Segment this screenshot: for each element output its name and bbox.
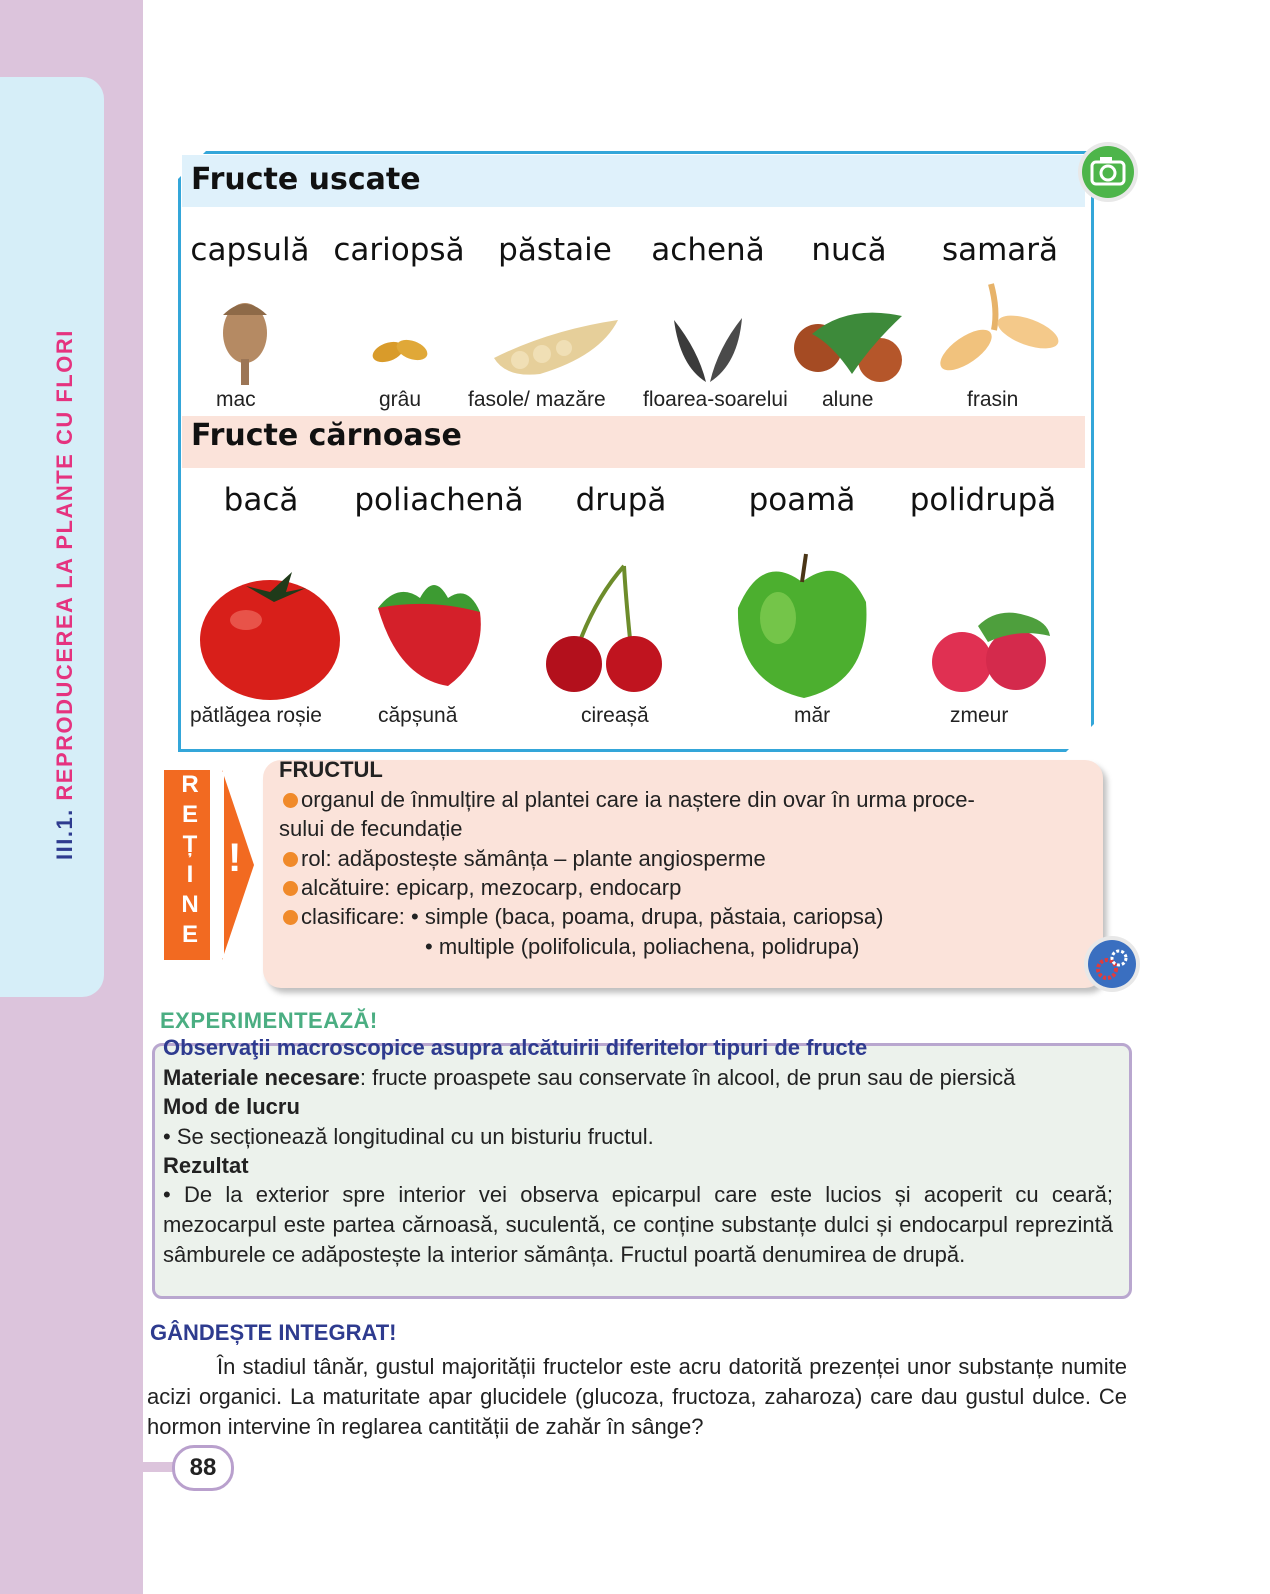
result-label: Rezultat <box>163 1153 249 1178</box>
hazelnut-image <box>792 304 907 386</box>
fruit-type-cariopsa: cariopsă <box>333 232 465 268</box>
bullet-smiley-icon <box>283 910 298 925</box>
fruit-type-samara: samară <box>941 232 1059 268</box>
materials-text: : fructe proaspete sau conservate în alcool, de prun sau de piersică <box>359 1065 1016 1090</box>
retine-line-1b: sului de fecundație <box>279 816 463 841</box>
fruit-type-drupa: drupă <box>575 482 667 518</box>
plant-mar: măr <box>794 704 831 727</box>
fruit-type-capsula: capsulă <box>190 232 310 268</box>
plant-patlagea-rosie: pătlăgea roșie <box>190 704 322 727</box>
plant-fasole-mazare: fasole/ mazăre <box>468 388 606 411</box>
fruit-type-poama: poamă <box>748 482 856 518</box>
retine-line-2 <box>283 846 766 872</box>
retine-line-4-text: clasificare: • simple (baca, poama, drupa, păstaia, cariopsa) <box>301 904 884 929</box>
retine-line-5: • multiple (polifolicula, poliachena, polidrupa) <box>425 934 860 959</box>
materials-label: Materiale necesare <box>163 1065 360 1090</box>
plant-zmeur: zmeur <box>950 704 1009 727</box>
apple-image <box>732 552 872 700</box>
camera-icon <box>1076 140 1140 204</box>
retine-letter: I <box>186 861 194 888</box>
experiment-heading: EXPERIMENTEAZĂ! <box>160 1008 378 1033</box>
bean-pod-image <box>490 316 622 378</box>
result-text: • De la exterior spre interior vei observa epicarpul care este lucios și acoperit cu ceară; mezocarpul este partea cărnoasă, suculentă, ce conține substanțe dulci și endocarpul reprezintă sâmburele ce adăpostește la interior sămânța. Fructul poartă denumirea de drupă. <box>163 1182 1113 1267</box>
plant-floarea-soarelui: floarea-soarelui <box>643 388 788 411</box>
retine-letter: N <box>181 891 199 918</box>
plant-frasin: frasin <box>967 388 1019 411</box>
bullet-smiley-icon <box>283 852 298 867</box>
raspberry-image <box>928 606 1053 696</box>
chapter-number: III.1. <box>52 808 77 860</box>
dry-fruits-heading: Fructe uscate <box>191 162 421 197</box>
retine-line-3-text: alcătuire: epicarp, mezocarp, endocarp <box>301 875 682 900</box>
retine-letter: Ț <box>182 831 198 858</box>
page-number-strip <box>140 1462 176 1472</box>
fleshy-fruits-heading: Fructe cărnoase <box>191 418 462 453</box>
experiment-title: Observaţii macroscopice asupra alcătuirii diferitelor tipuri de fructe <box>163 1035 868 1060</box>
wheat-grain-image <box>368 330 436 372</box>
plant-alune: alune <box>822 388 874 411</box>
retine-line-1 <box>283 787 975 813</box>
ash-samara-image <box>936 280 1061 385</box>
strawberry-image <box>368 568 490 690</box>
fruit-type-polidrupa: polidrupă <box>909 482 1057 518</box>
chapter-title: REPRODUCEREA LA PLANTE CU FLORI <box>52 329 77 801</box>
tomato-image <box>196 562 346 702</box>
retine-title: FRUCTUL <box>279 757 383 782</box>
plant-cireasa: cireașă <box>581 704 649 727</box>
method-label: Mod de lucru <box>163 1094 300 1119</box>
exclamation-mark: ! <box>228 836 242 880</box>
method-text: • Se secționează longitudinal cu un bisturiu fructul. <box>163 1124 654 1149</box>
bullet-smiley-icon <box>283 793 298 808</box>
poppy-capsule-image <box>215 295 275 390</box>
fruit-type-nuca: nucă <box>811 232 887 268</box>
fruit-type-pastaie: păstaie <box>498 232 612 268</box>
retine-line-3 <box>283 875 681 901</box>
retine-line-2-text: rol: adăpostește sămânța – plante angiosperme <box>301 846 766 871</box>
experiment-materials <box>163 1065 1015 1091</box>
think-heading: GÂNDEȘTE INTEGRAT! <box>150 1320 397 1345</box>
retine-letter: R <box>181 771 199 798</box>
retine-letter: E <box>181 801 198 828</box>
sunflower-achene-image <box>668 310 748 384</box>
plant-capsuna: căpșună <box>378 704 458 727</box>
retine-line-1-text: organul de înmulțire al plantei care ia naștere din ovar în urma proce- <box>301 787 975 812</box>
page-number: 88 <box>172 1445 234 1491</box>
fruit-type-achena: achenă <box>651 232 765 268</box>
think-paragraph: În stadiul tânăr, gustul majorității fructelor este acru datorită prezenței unor substanțe numite acizi organici. La maturitate apar glucidele (glucoza, fructoza, zaharoza) care dau gustul dulce. Ce hormon intervine în reglarea cantității de zahăr în sânge? <box>147 1354 1127 1439</box>
plant-grau: grâu <box>379 388 422 411</box>
fruit-type-poliachena: poliachenă <box>354 482 524 518</box>
plant-mac: mac <box>216 388 256 411</box>
retine-letter: E <box>181 921 198 948</box>
retine-line-4 <box>283 904 883 930</box>
fruit-type-baca: bacă <box>223 482 299 518</box>
retine-letters <box>170 770 210 950</box>
gears-icon <box>1083 935 1141 993</box>
bullet-smiley-icon <box>283 881 298 896</box>
cherry-image <box>540 562 670 694</box>
